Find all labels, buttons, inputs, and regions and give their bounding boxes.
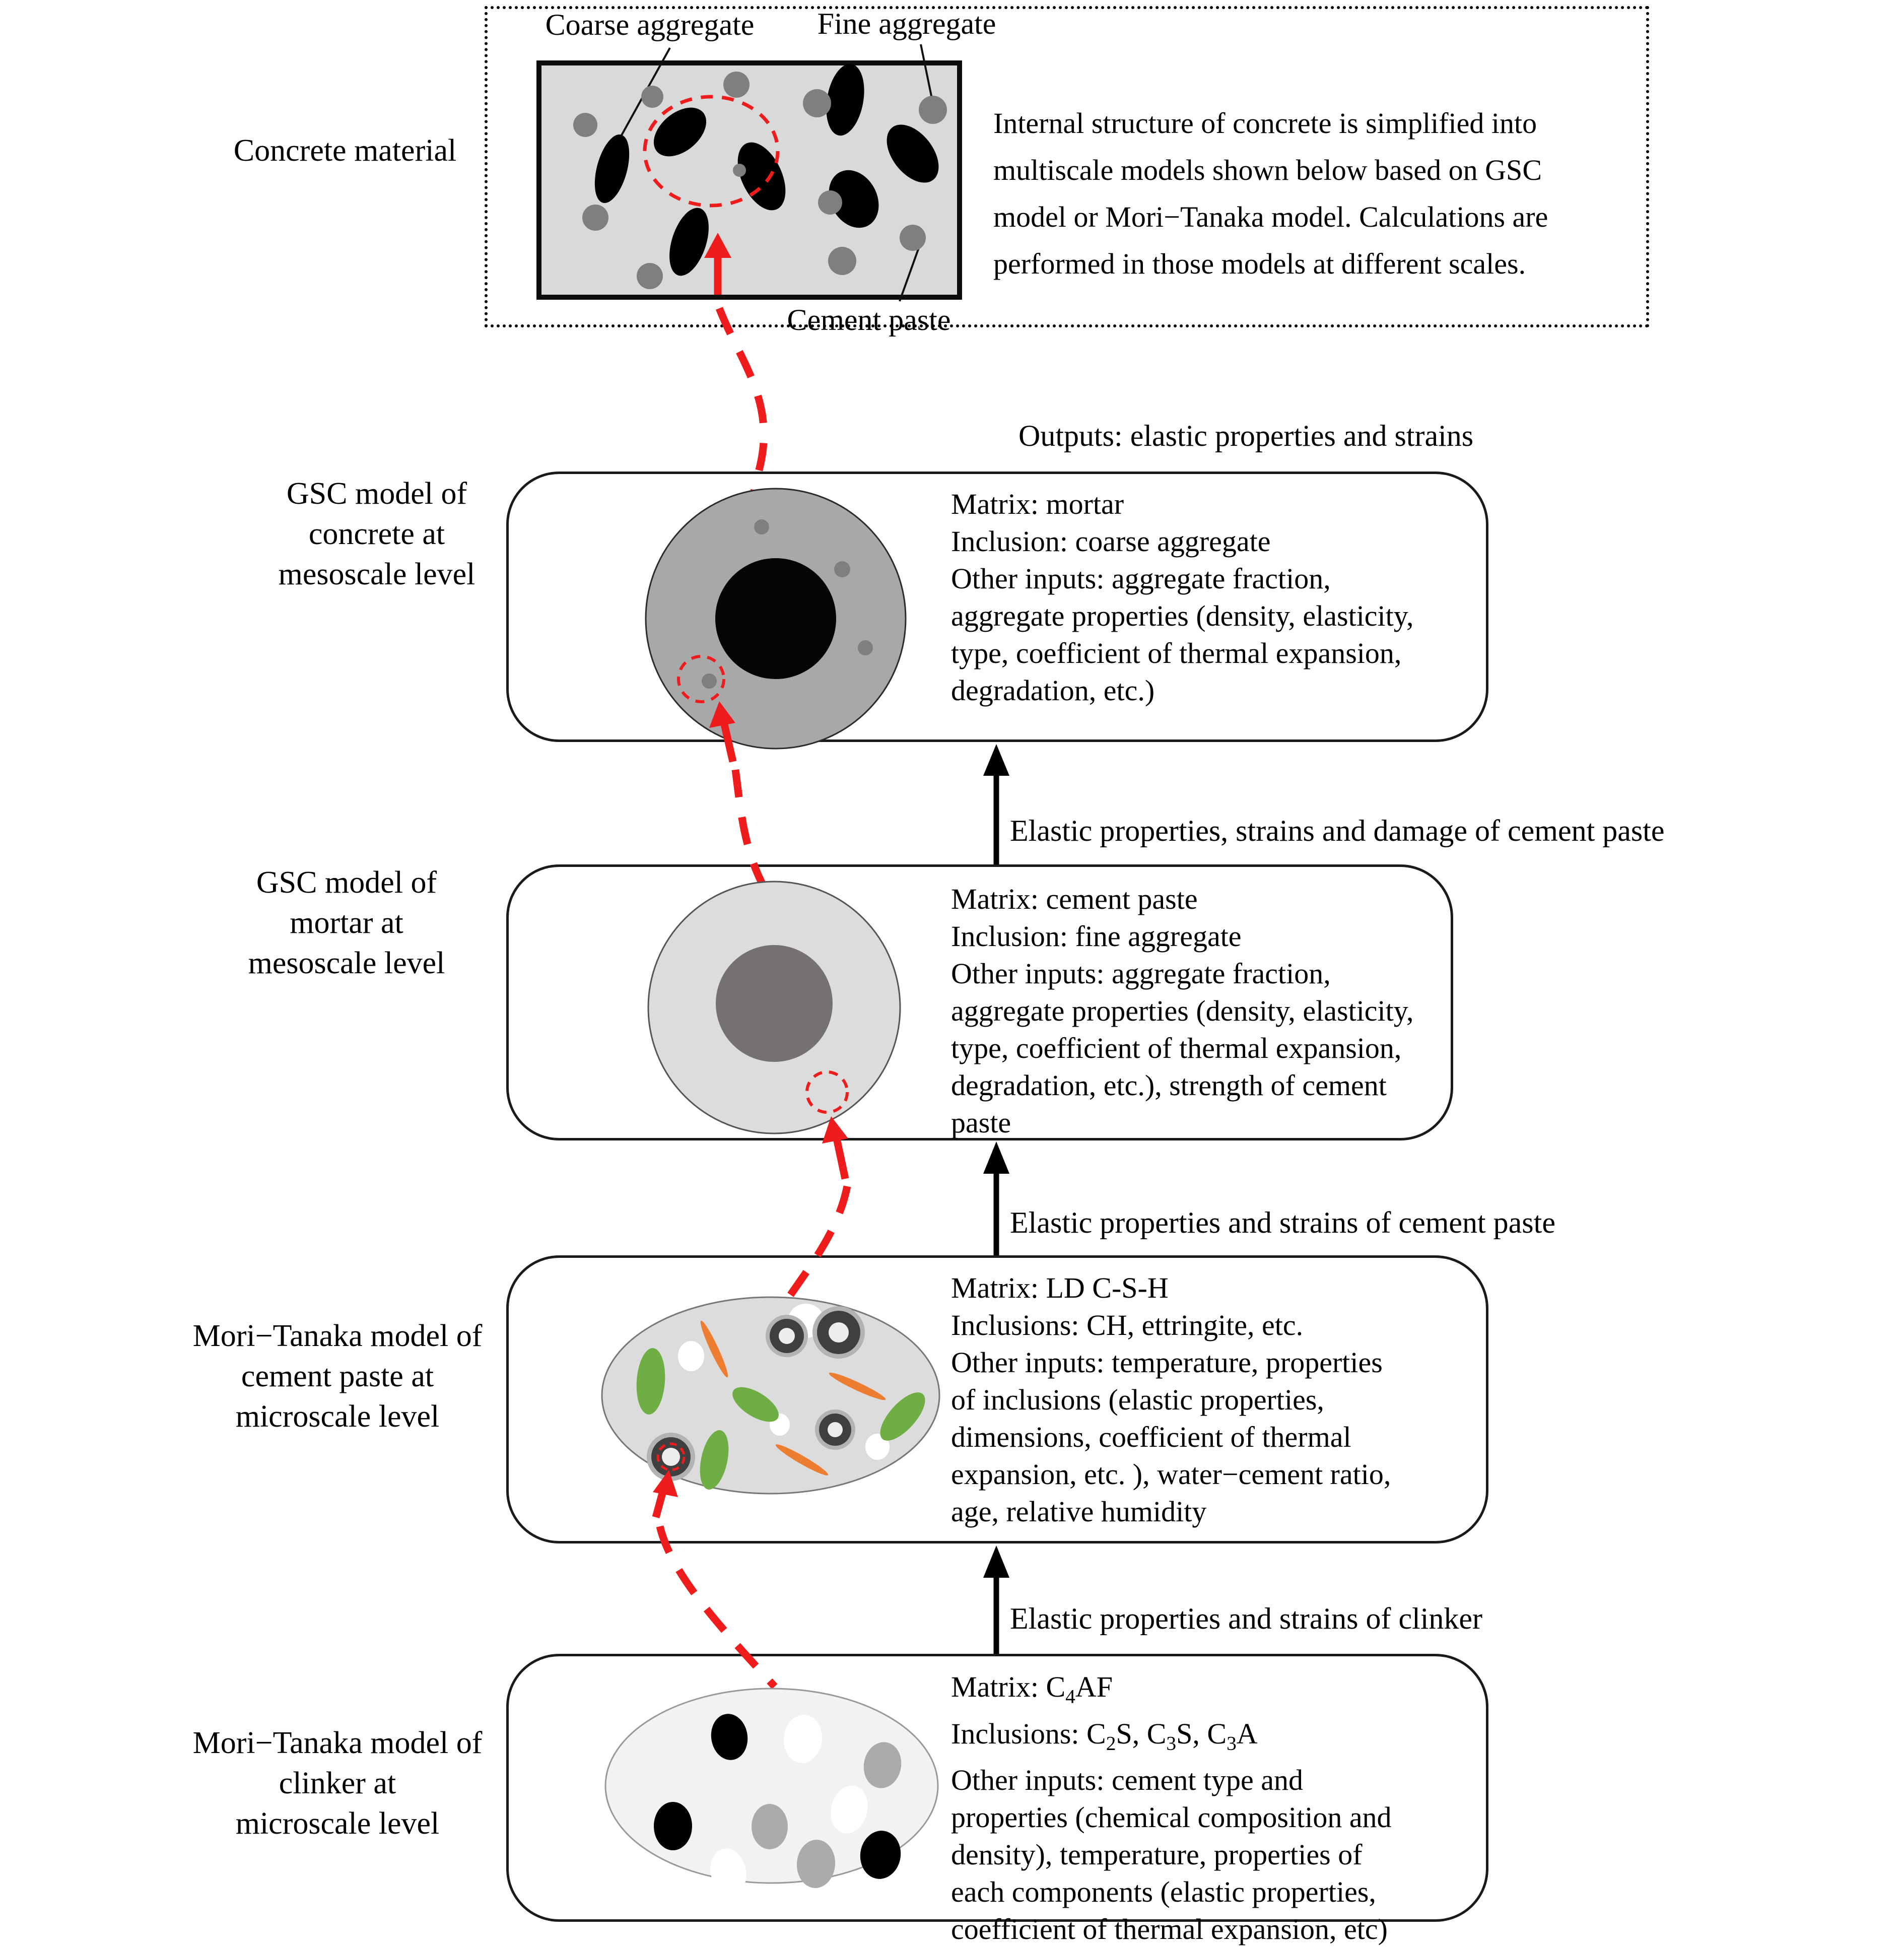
mt-clinker-body: Matrix: $C_4AF$ Inclusions: $C_2S$, $C_3S$, $C_3A$ Other inputs: cement type and properties (chemical composition and density), temperature, properties of each components (elastic properties, coefficient of thermal expansion, etc) <box>951 1670 1392 1946</box>
concrete-material-label: Concrete material <box>233 133 457 168</box>
gsc-mortar-body: Matrix: cement paste Inclusion: fine aggregate Other inputs: aggregate fraction, aggregate properties (density, elasticity, type, coefficient of thermal expansion, degradation, etc.), strength of cement paste <box>951 883 1414 1139</box>
arrow-label-paste-to-mortar: Elastic properties and strains of cement paste <box>1010 1206 1555 1239</box>
fine-aggregate-label: Fine aggregate <box>817 7 996 40</box>
arrow-label-mortar-to-concrete: Elastic properties, strains and damage of cement paste <box>1010 814 1665 847</box>
coarse-aggregate-label: Coarse aggregate <box>545 8 755 41</box>
side-label-gsc-concrete: GSC model of concrete at mesoscale level <box>278 477 475 591</box>
concrete-specimen-image <box>536 60 962 300</box>
intro-description: Internal structure of concrete is simplified into multiscale models shown below based on GSC model or Mori−Tanaka model. Calculations are performed in those models at different scales. <box>993 107 1548 280</box>
side-label-mt-cement-paste: Mori−Tanaka model of cement paste at microscale level <box>192 1319 483 1434</box>
mt-cement-paste-body: Matrix: LD C-S-H Inclusions: CH, ettringite, etc. Other inputs: temperature, properties of inclusions (elastic properties, dimensions, coefficient of thermal expansion, etc. ), water−cement ratio, age, relative humidity <box>951 1271 1391 1528</box>
outputs-label: Outputs: elastic properties and strains <box>1018 419 1474 452</box>
side-label-mt-clinker: Mori−Tanaka model of clinker at microscale level <box>192 1726 483 1841</box>
cement-paste-label: Cement paste <box>787 303 951 337</box>
side-label-gsc-mortar: GSC model of mortar at mesoscale level <box>248 865 445 980</box>
arrow-label-clinker-to-paste: Elastic properties and strains of clinker <box>1010 1602 1483 1635</box>
gsc-concrete-body: Matrix: mortar Inclusion: coarse aggregate Other inputs: aggregate fraction, aggregate properties (density, elasticity, type, coefficient of thermal expansion, degradation, etc.) <box>951 488 1414 707</box>
